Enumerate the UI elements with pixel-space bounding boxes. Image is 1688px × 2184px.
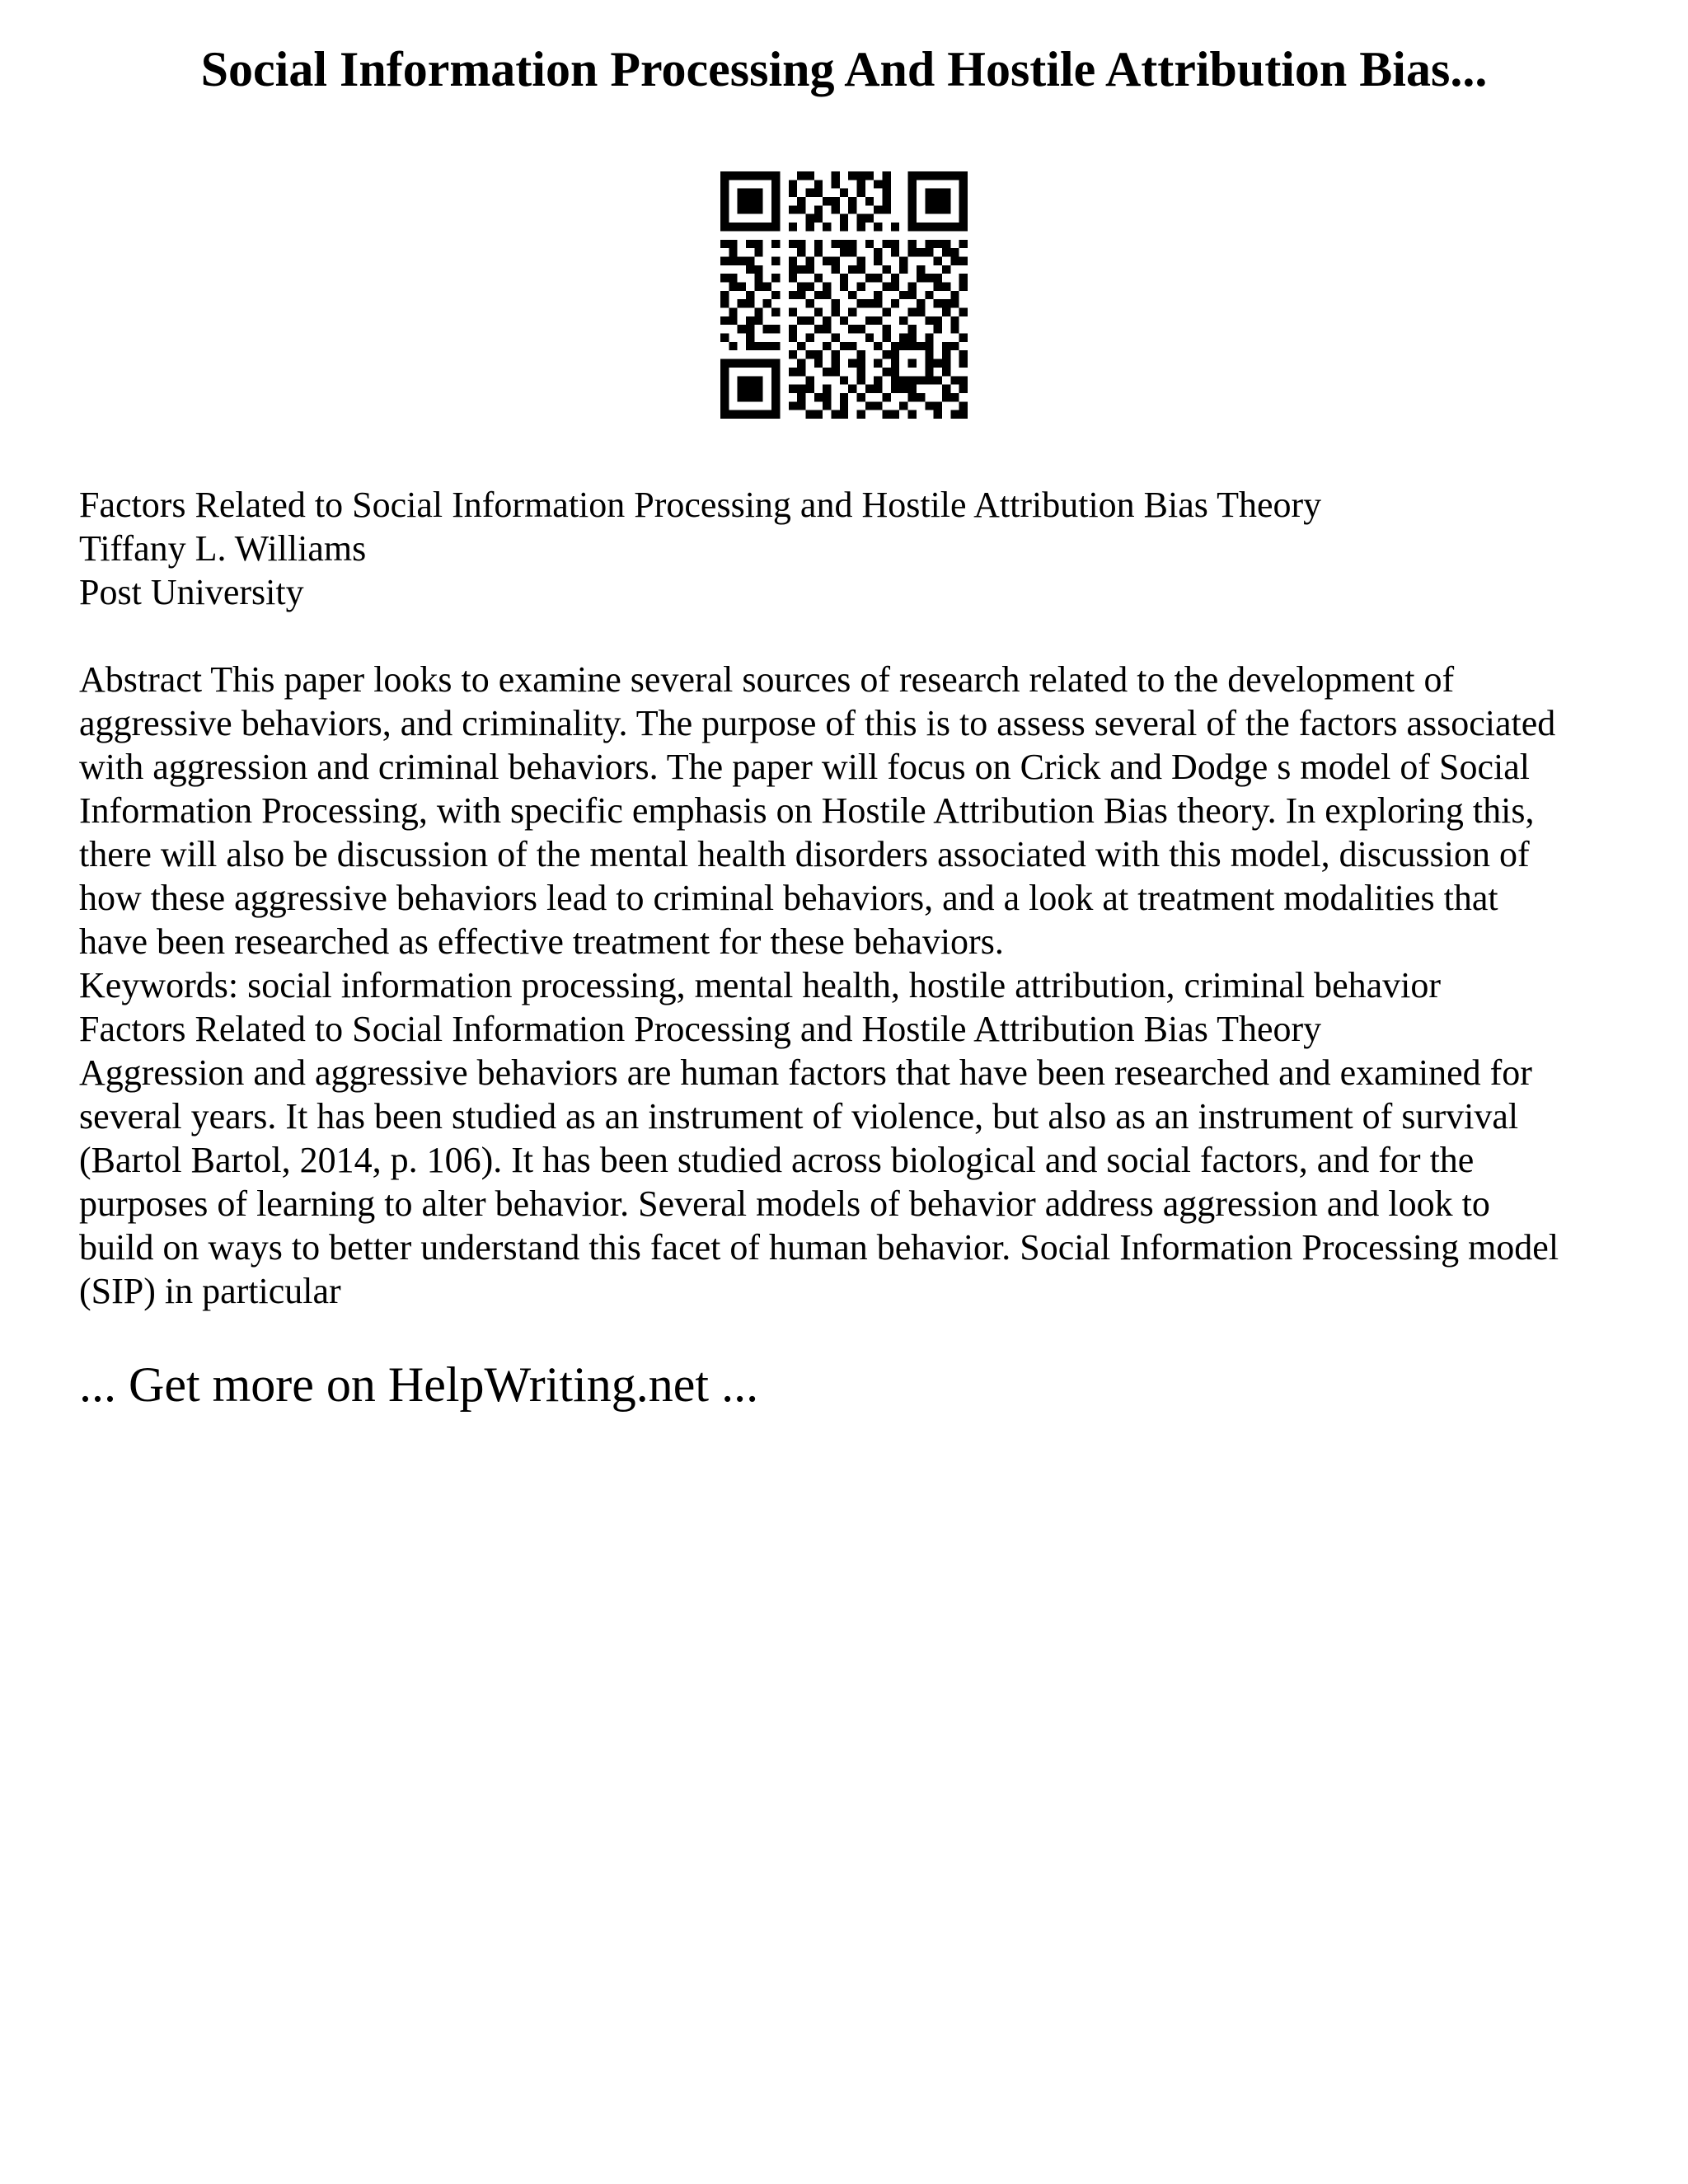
institution-line: Post University bbox=[79, 572, 304, 612]
body-line: aggressive behaviors, and criminality. The purpose of this is to assess several of the factors associated bbox=[79, 703, 1556, 743]
body-line: several years. It has been studied as an instrument of violence, but also as an instrument of survival bbox=[79, 1096, 1519, 1137]
get-more-link[interactable]: ... Get more on HelpWriting.net ... bbox=[79, 1357, 759, 1412]
body-line: build on ways to better understand this facet of human behavior. Social Information Processing model bbox=[79, 1227, 1559, 1268]
body-line: how these aggressive behaviors lead to criminal behaviors, and a look at treatment modalities that bbox=[79, 878, 1498, 918]
body-line: Aggression and aggressive behaviors are human factors that have been researched and examined for bbox=[79, 1052, 1532, 1093]
body-line: purposes of learning to alter behavior. Several models of behavior address aggression and look to bbox=[79, 1183, 1490, 1224]
body-line: (SIP) in particular bbox=[79, 1271, 341, 1311]
body-line: Abstract This paper looks to examine several sources of research related to the development of bbox=[79, 659, 1455, 700]
author-line: Tiffany L. Williams bbox=[79, 528, 367, 569]
body-line: (Bartol Bartol, 2014, p. 106). It has been studied across biological and social factors, and for the bbox=[79, 1140, 1475, 1180]
paragraph-gap bbox=[79, 614, 1629, 658]
body-line: there will also be discussion of the mental health disorders associated with this model, discussion of bbox=[79, 834, 1530, 874]
body-line: have been researched as effective treatment for these behaviors. bbox=[79, 921, 1004, 962]
body-line: with aggression and criminal behaviors. The paper will focus on Crick and Dodge s model of Social bbox=[79, 747, 1530, 787]
body-line: Information Processing, with specific emphasis on Hostile Attribution Bias theory. In exploring this, bbox=[79, 790, 1535, 831]
paper-title-line: Factors Related to Social Information Processing and Hostile Attribution Bias Theory bbox=[79, 485, 1322, 525]
document-title: Social Information Processing And Hostile Attribution Bias... bbox=[200, 42, 1488, 96]
document-body bbox=[79, 483, 1629, 1313]
keywords-line: Keywords: social information processing, mental health, hostile attribution, criminal behavior bbox=[79, 965, 1442, 1005]
qr-code-icon bbox=[720, 171, 968, 419]
section-heading-line: Factors Related to Social Information Processing and Hostile Attribution Bias Theory bbox=[79, 1009, 1322, 1049]
